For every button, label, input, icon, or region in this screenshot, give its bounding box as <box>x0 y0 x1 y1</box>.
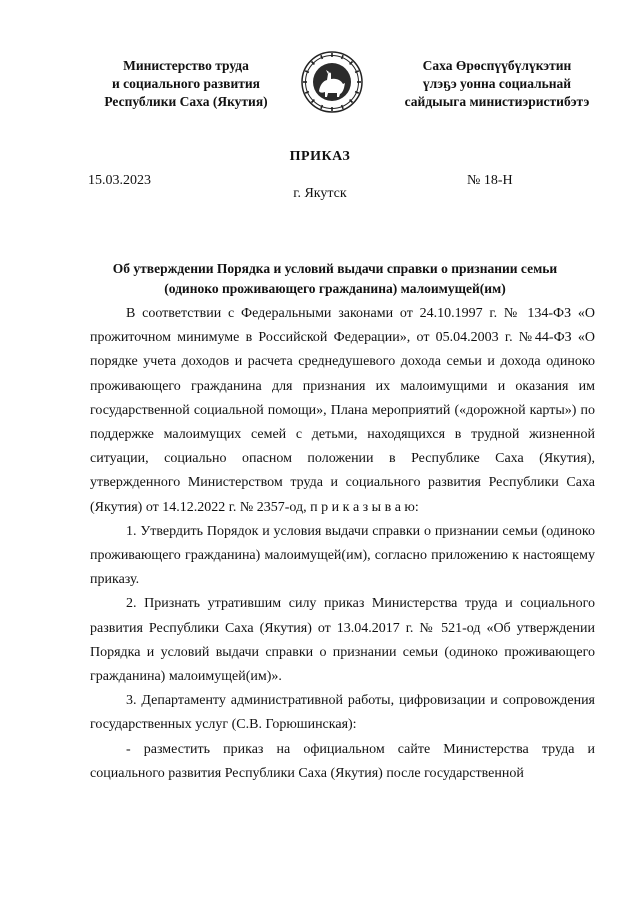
ministry-name-russian <box>86 57 286 111</box>
document-number: № 18-Н <box>467 173 513 188</box>
ministry-name-ru-line: Республики Саха (Якутия) <box>104 94 268 109</box>
ministry-name-ru-line: Министерство труда <box>123 58 249 73</box>
body-paragraph: 2. Признать утратившим силу приказ Министерства труда и социального развития Республики Саха (Якутия) от 13.04.2017 г. № 521-од «Об утверждении Порядка и условий выдачи справки о признании семьи (одиноко проживающего гражданина) малоимущей(им)». <box>90 596 595 685</box>
document-date: 15.03.2023 <box>88 173 151 188</box>
document-subject: Об утверждении Порядка и условий выдачи справки о признании семьи (одиноко проживающего гражданина) малоимущей(им) <box>112 261 558 296</box>
body-paragraph: 3. Департаменту административной работы, цифровизации и сопровождения государственных услуг (С.В. Горюшинская): <box>90 693 595 733</box>
ministry-name-sakha-line: үлэҕэ уонна социальнай <box>422 76 572 91</box>
body-paragraph: В соответствии с Федеральными законами от 24.10.1997 г. № 134-ФЗ «О прожиточном минимуме в Российской Федерации», от 05.04.2003 г. №44-ФЗ «О порядке учета доходов и расчета среднедушевого дохода семьи и дохода одиноко проживающего гражданина для признания их малоимущими и оказания им государственной социальной помощи», Плана мероприятий («дорожной карты») по поддержке малоимущих семей с детьми, находящихся в трудной жизненной ситуации, социально опасном положении в Республике Саха (Якутия), утвержденного Министерством труда и социального развития Республики Саха (Якутия) от 14.12.2022 г. № 2357-од, п р и к а з ы в а ю: <box>90 306 595 515</box>
ministry-name-sakha-line: сайдыыга министиэристибэтэ <box>404 94 590 109</box>
ministry-name-sakha-line: Саха Өрөспүүбүлүкэтин <box>422 58 572 73</box>
ministry-name-sakha <box>397 57 597 111</box>
document-type-title: ПРИКАЗ <box>289 149 351 164</box>
document-body <box>90 302 595 786</box>
body-paragraph: - разместить приказ на официальном сайте Министерства труда и социального развития Республики Саха (Якутия) после государственной <box>90 741 595 781</box>
document-city: г. Якутск <box>293 186 347 201</box>
ministry-name-ru-line: и социального развития <box>112 76 260 91</box>
sakha-republic-emblem-icon <box>300 50 364 114</box>
body-paragraph: 1. Утвердить Порядок и условия выдачи справки о признании семьи (одиноко проживающего гражданина) малоимущей(им), согласно приложению к настоящему приказу. <box>90 523 595 588</box>
